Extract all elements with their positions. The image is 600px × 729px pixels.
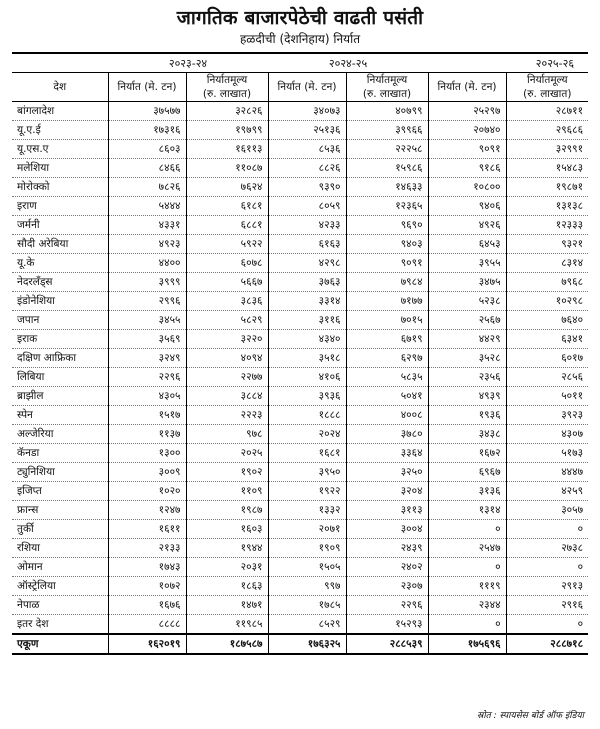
value-cell: ७८२६ (108, 178, 186, 197)
value-cell: ८३१४ (506, 254, 588, 273)
value-cell: ३११३ (346, 501, 428, 520)
value-cell: १९८७१ (506, 178, 588, 197)
value-cell: १३१४ (428, 501, 506, 520)
country-cell: यू.के (12, 254, 108, 273)
value-cell: २०२४ (268, 425, 346, 444)
table-row (12, 615, 588, 635)
country-cell: ट्युनिशिया (12, 463, 108, 482)
value-cell: ४३०५ (108, 387, 186, 406)
value-cell: ५२३८ (428, 292, 506, 311)
table-row (12, 520, 588, 539)
value-cell: २०७१ (268, 520, 346, 539)
value-cell: ३११६ (268, 311, 346, 330)
value-cell: २२९६ (108, 368, 186, 387)
country-cell: सौदी अरेबिया (12, 235, 108, 254)
value-cell: २२९६ (346, 596, 428, 615)
value-cell: १३१३८ (506, 197, 588, 216)
value-cell: १६११ (108, 520, 186, 539)
value-cell: ४३०७ (506, 425, 588, 444)
table-row (12, 292, 588, 311)
value-cell: ११०८७ (186, 159, 268, 178)
table-row (12, 387, 588, 406)
value-cell: ० (506, 615, 588, 635)
value-cell: ४९३९ (428, 387, 506, 406)
year-header: २०२४-२५ (268, 53, 428, 73)
value-cell: ९०९१ (428, 140, 506, 159)
value-cell: ३४०७३ (268, 102, 346, 121)
value-cell: २५६७ (428, 311, 506, 330)
value-cell: २४३९ (346, 539, 428, 558)
total-cell: १६२०१९ (108, 634, 186, 654)
value-cell: १६८१ (268, 444, 346, 463)
value-cell: ४१०६ (268, 368, 346, 387)
table-row (12, 406, 588, 425)
value-cell: ७९६८ (506, 273, 588, 292)
year-header: २०२५-२६ (428, 53, 588, 73)
country-cell: जपान (12, 311, 108, 330)
country-cell: इजिप्त (12, 482, 108, 501)
value-cell: २९१६ (506, 596, 588, 615)
value-cell: ३००९ (108, 463, 186, 482)
column-header-qty: निर्यात (मे. टन) (108, 73, 186, 102)
value-cell: १०२० (108, 482, 186, 501)
value-cell: २५२९७ (428, 102, 506, 121)
value-cell: ३२२० (186, 330, 268, 349)
value-cell: १८६३ (186, 577, 268, 596)
value-cell: ४०९४ (186, 349, 268, 368)
table-row (12, 121, 588, 140)
value-cell: २२२३ (186, 406, 268, 425)
value-cell: ७६२४ (186, 178, 268, 197)
value-cell: १४६३३ (346, 178, 428, 197)
value-cell: २९६८६ (506, 121, 588, 140)
column-header-country: देश (12, 73, 108, 102)
country-cell: दक्षिण आफ्रिका (12, 349, 108, 368)
value-cell: ५०४१ (346, 387, 428, 406)
value-cell: ६८८१ (186, 216, 268, 235)
country-cell: रशिया (12, 539, 108, 558)
country-cell: तुर्की (12, 520, 108, 539)
value-cell: ९१८६ (428, 159, 506, 178)
value-cell: ३४७५ (428, 273, 506, 292)
value-cell: ९३२१ (506, 235, 588, 254)
country-cell: ब्राझील (12, 387, 108, 406)
value-cell: २२२५८ (346, 140, 428, 159)
value-cell: १९०२ (186, 463, 268, 482)
value-cell: ३८३६ (186, 292, 268, 311)
value-cell: २१३३ (108, 539, 186, 558)
table-row (12, 102, 588, 121)
value-cell: २३४४ (428, 596, 506, 615)
value-cell: १९४४ (186, 539, 268, 558)
value-cell: १९३६ (428, 406, 506, 425)
country-cell: इतर देश (12, 615, 108, 635)
value-cell: ७०१५ (346, 311, 428, 330)
value-cell: ९६९० (346, 216, 428, 235)
value-cell: ४२५९ (506, 482, 588, 501)
table-row (12, 463, 588, 482)
value-cell: ६१८१ (186, 197, 268, 216)
country-cell: बांगलादेश (12, 102, 108, 121)
value-cell: २३५६ (428, 368, 506, 387)
table-row (12, 558, 588, 577)
value-cell: १५४८३ (506, 159, 588, 178)
value-cell: ६३४१ (506, 330, 588, 349)
total-label: एकूण (12, 634, 108, 654)
value-cell: ३७५७७ (108, 102, 186, 121)
value-cell: ८८८८ (108, 615, 186, 635)
value-cell: ३९५० (268, 463, 346, 482)
table-row (12, 482, 588, 501)
value-cell: ५८२९ (186, 311, 268, 330)
value-cell: ८५३६ (268, 140, 346, 159)
value-cell: ९४०३ (346, 235, 428, 254)
value-cell: ३२४९ (108, 349, 186, 368)
value-cell: १०२९८ (506, 292, 588, 311)
value-cell: ११९८५ (186, 615, 268, 635)
value-cell: ५०११ (506, 387, 588, 406)
value-cell: ६९६७ (428, 463, 506, 482)
value-cell: १४७१ (186, 596, 268, 615)
value-cell: ५८३५ (346, 368, 428, 387)
value-cell: ३५१८ (268, 349, 346, 368)
table-row (12, 444, 588, 463)
value-cell: ४२९८ (268, 254, 346, 273)
value-cell: २५१३६ (268, 121, 346, 140)
value-cell: ४९२६ (428, 216, 506, 235)
country-cell: कॅनडा (12, 444, 108, 463)
value-cell: ३९३६ (268, 387, 346, 406)
value-cell: २८५६ (506, 368, 588, 387)
value-cell: ३५२८ (428, 349, 506, 368)
column-header-value: निर्यातमूल्य (रु. लाखात) (346, 73, 428, 102)
value-cell: ३००४ (346, 520, 428, 539)
value-cell: ११३७ (108, 425, 186, 444)
value-cell: १६११३ (186, 140, 268, 159)
table-row (12, 539, 588, 558)
value-cell: २०७४० (428, 121, 506, 140)
total-row (12, 634, 588, 654)
value-cell: ५४४४ (108, 197, 186, 216)
value-cell: १६०३ (186, 520, 268, 539)
value-cell: ४३४० (268, 330, 346, 349)
value-cell: २३०७ (346, 577, 428, 596)
value-cell: ४४०० (108, 254, 186, 273)
value-cell: १५९८६ (346, 159, 428, 178)
table-row (12, 425, 588, 444)
value-cell: ० (506, 558, 588, 577)
value-cell: ६०७८ (186, 254, 268, 273)
value-cell: १६७६ (108, 596, 186, 615)
value-cell: २२७७ (186, 368, 268, 387)
country-cell: फ्रान्स (12, 501, 108, 520)
table-row (12, 273, 588, 292)
value-cell: ० (428, 520, 506, 539)
value-cell: ३८८४ (186, 387, 268, 406)
value-cell: ० (428, 558, 506, 577)
value-cell: ३१३६ (428, 482, 506, 501)
table-row (12, 349, 588, 368)
country-cell: लिबिया (12, 368, 108, 387)
value-cell: ४२३३ (268, 216, 346, 235)
value-cell: २९१३ (506, 577, 588, 596)
value-cell: १९८७ (186, 501, 268, 520)
value-cell: ३३६४ (346, 444, 428, 463)
value-cell: ९४०६ (428, 197, 506, 216)
table-row (12, 577, 588, 596)
country-cell: यू.एस.ए (12, 140, 108, 159)
country-cell: मलेशिया (12, 159, 108, 178)
value-cell: १९७९९ (186, 121, 268, 140)
column-header-value: निर्यातमूल्य (रु. लाखात) (186, 73, 268, 102)
value-cell: १७८५ (268, 596, 346, 615)
value-cell: ३९९६६ (346, 121, 428, 140)
table-row (12, 368, 588, 387)
table-body (12, 102, 588, 635)
value-cell: ६७१९ (346, 330, 428, 349)
value-cell: ० (506, 520, 588, 539)
value-cell: ९९७ (268, 577, 346, 596)
year-spacer (12, 53, 108, 73)
table-row (12, 197, 588, 216)
value-cell: ५६६७ (186, 273, 268, 292)
value-cell: ८८२६ (268, 159, 346, 178)
country-cell: अल्जेरिया (12, 425, 108, 444)
value-cell: ३७८० (346, 425, 428, 444)
value-cell: १२४७ (108, 501, 186, 520)
value-cell: २८७११ (506, 102, 588, 121)
country-cell: इराण (12, 197, 108, 216)
value-cell: ३७६३ (268, 273, 346, 292)
table-row (12, 596, 588, 615)
value-cell: १०७२ (108, 577, 186, 596)
value-cell: ३२५० (346, 463, 428, 482)
value-cell: ३४५५ (108, 311, 186, 330)
value-cell: ३२८२६ (186, 102, 268, 121)
value-cell: ४०७९९ (346, 102, 428, 121)
value-cell: ५१७३ (506, 444, 588, 463)
table-row (12, 178, 588, 197)
value-cell: १२३६५ (346, 197, 428, 216)
value-cell: ६२९७ (346, 349, 428, 368)
value-cell: ४९२३ (108, 235, 186, 254)
value-cell: ५९२२ (186, 235, 268, 254)
value-cell: १७४३ (108, 558, 186, 577)
country-cell: जर्मनी (12, 216, 108, 235)
value-cell: ३९५५ (428, 254, 506, 273)
country-cell: ओमान (12, 558, 108, 577)
table-row (12, 235, 588, 254)
value-cell: २४०२ (346, 558, 428, 577)
value-cell: १९२२ (268, 482, 346, 501)
value-cell: ३२९९१ (506, 140, 588, 159)
value-cell: ३९२३ (506, 406, 588, 425)
value-cell: ४४४७ (506, 463, 588, 482)
value-cell: २७३८ (506, 539, 588, 558)
value-cell: ९७८ (186, 425, 268, 444)
value-cell: २०२५ (186, 444, 268, 463)
value-cell: १५२९३ (346, 615, 428, 635)
column-header-qty: निर्यात (मे. टन) (428, 73, 506, 102)
value-cell: ३९९९ (108, 273, 186, 292)
value-cell: ७६४० (506, 311, 588, 330)
country-cell: इराक (12, 330, 108, 349)
table-row (12, 311, 588, 330)
value-cell: १०८०० (428, 178, 506, 197)
export-table (12, 52, 588, 655)
country-cell: मोरोक्को (12, 178, 108, 197)
value-cell: ७१७७ (346, 292, 428, 311)
value-cell: ० (428, 615, 506, 635)
value-cell: ६१६३ (268, 235, 346, 254)
table-row (12, 254, 588, 273)
table-row (12, 330, 588, 349)
total-cell: १७६३२५ (268, 634, 346, 654)
column-header-row (12, 73, 588, 102)
column-header-qty: निर्यात (मे. टन) (268, 73, 346, 102)
value-cell: ६०१७ (506, 349, 588, 368)
year-header: २०२३-२४ (108, 53, 268, 73)
country-cell: इंडोनेशिया (12, 292, 108, 311)
value-cell: ११०९ (186, 482, 268, 501)
value-cell: १९०९ (268, 539, 346, 558)
table-row (12, 159, 588, 178)
value-cell: १८८८ (268, 406, 346, 425)
value-cell: ८६०३ (108, 140, 186, 159)
total-cell: २८८७१८ (506, 634, 588, 654)
table-row (12, 501, 588, 520)
value-cell: १११९ (428, 577, 506, 596)
table-row (12, 216, 588, 235)
column-header-value: निर्यातमूल्य (रु. लाखात) (506, 73, 588, 102)
country-cell: नेपाळ (12, 596, 108, 615)
value-cell: ६४५३ (428, 235, 506, 254)
page-subtitle: हळदीची (देशनिहाय) निर्यात (239, 32, 361, 46)
value-cell: १५१७ (108, 406, 186, 425)
total-cell: १७५६९६ (428, 634, 506, 654)
value-cell: ४३३१ (108, 216, 186, 235)
value-cell: ३३१४ (268, 292, 346, 311)
value-cell: ३०५७ (506, 501, 588, 520)
total-cell: २८८५३९ (346, 634, 428, 654)
value-cell: ३२०४ (346, 482, 428, 501)
page-title: जागतिक बाजारपेठेची वाढती पसंती (176, 7, 424, 29)
value-cell: ३४३८ (428, 425, 506, 444)
value-cell: १३०० (108, 444, 186, 463)
value-cell: २५४७ (428, 539, 506, 558)
value-cell: १३३२ (268, 501, 346, 520)
value-cell: ८४६६ (108, 159, 186, 178)
value-cell: १६७२ (428, 444, 506, 463)
value-cell: १२३३३ (506, 216, 588, 235)
value-cell: ९०९१ (346, 254, 428, 273)
value-cell: १५०५ (268, 558, 346, 577)
value-cell: ४००८ (346, 406, 428, 425)
table-row (12, 140, 588, 159)
country-cell: स्पेन (12, 406, 108, 425)
total-cell: १८७५८७ (186, 634, 268, 654)
value-cell: २०३१ (186, 558, 268, 577)
value-cell: ८०५९ (268, 197, 346, 216)
value-cell: २९९६ (108, 292, 186, 311)
value-cell: ३५६९ (108, 330, 186, 349)
value-cell: ८५२९ (268, 615, 346, 635)
source-note: स्रोत : स्पायसेस बोर्ड ऑफ इंडिया (477, 711, 584, 721)
country-cell: नेदरलँड्स (12, 273, 108, 292)
year-header-row (12, 53, 588, 73)
country-cell: यू.ए.ई (12, 121, 108, 140)
country-cell: ऑस्ट्रेलिया (12, 577, 108, 596)
value-cell: १७३१६ (108, 121, 186, 140)
value-cell: ४४२९ (428, 330, 506, 349)
value-cell: ९३९० (268, 178, 346, 197)
value-cell: ७९८४ (346, 273, 428, 292)
